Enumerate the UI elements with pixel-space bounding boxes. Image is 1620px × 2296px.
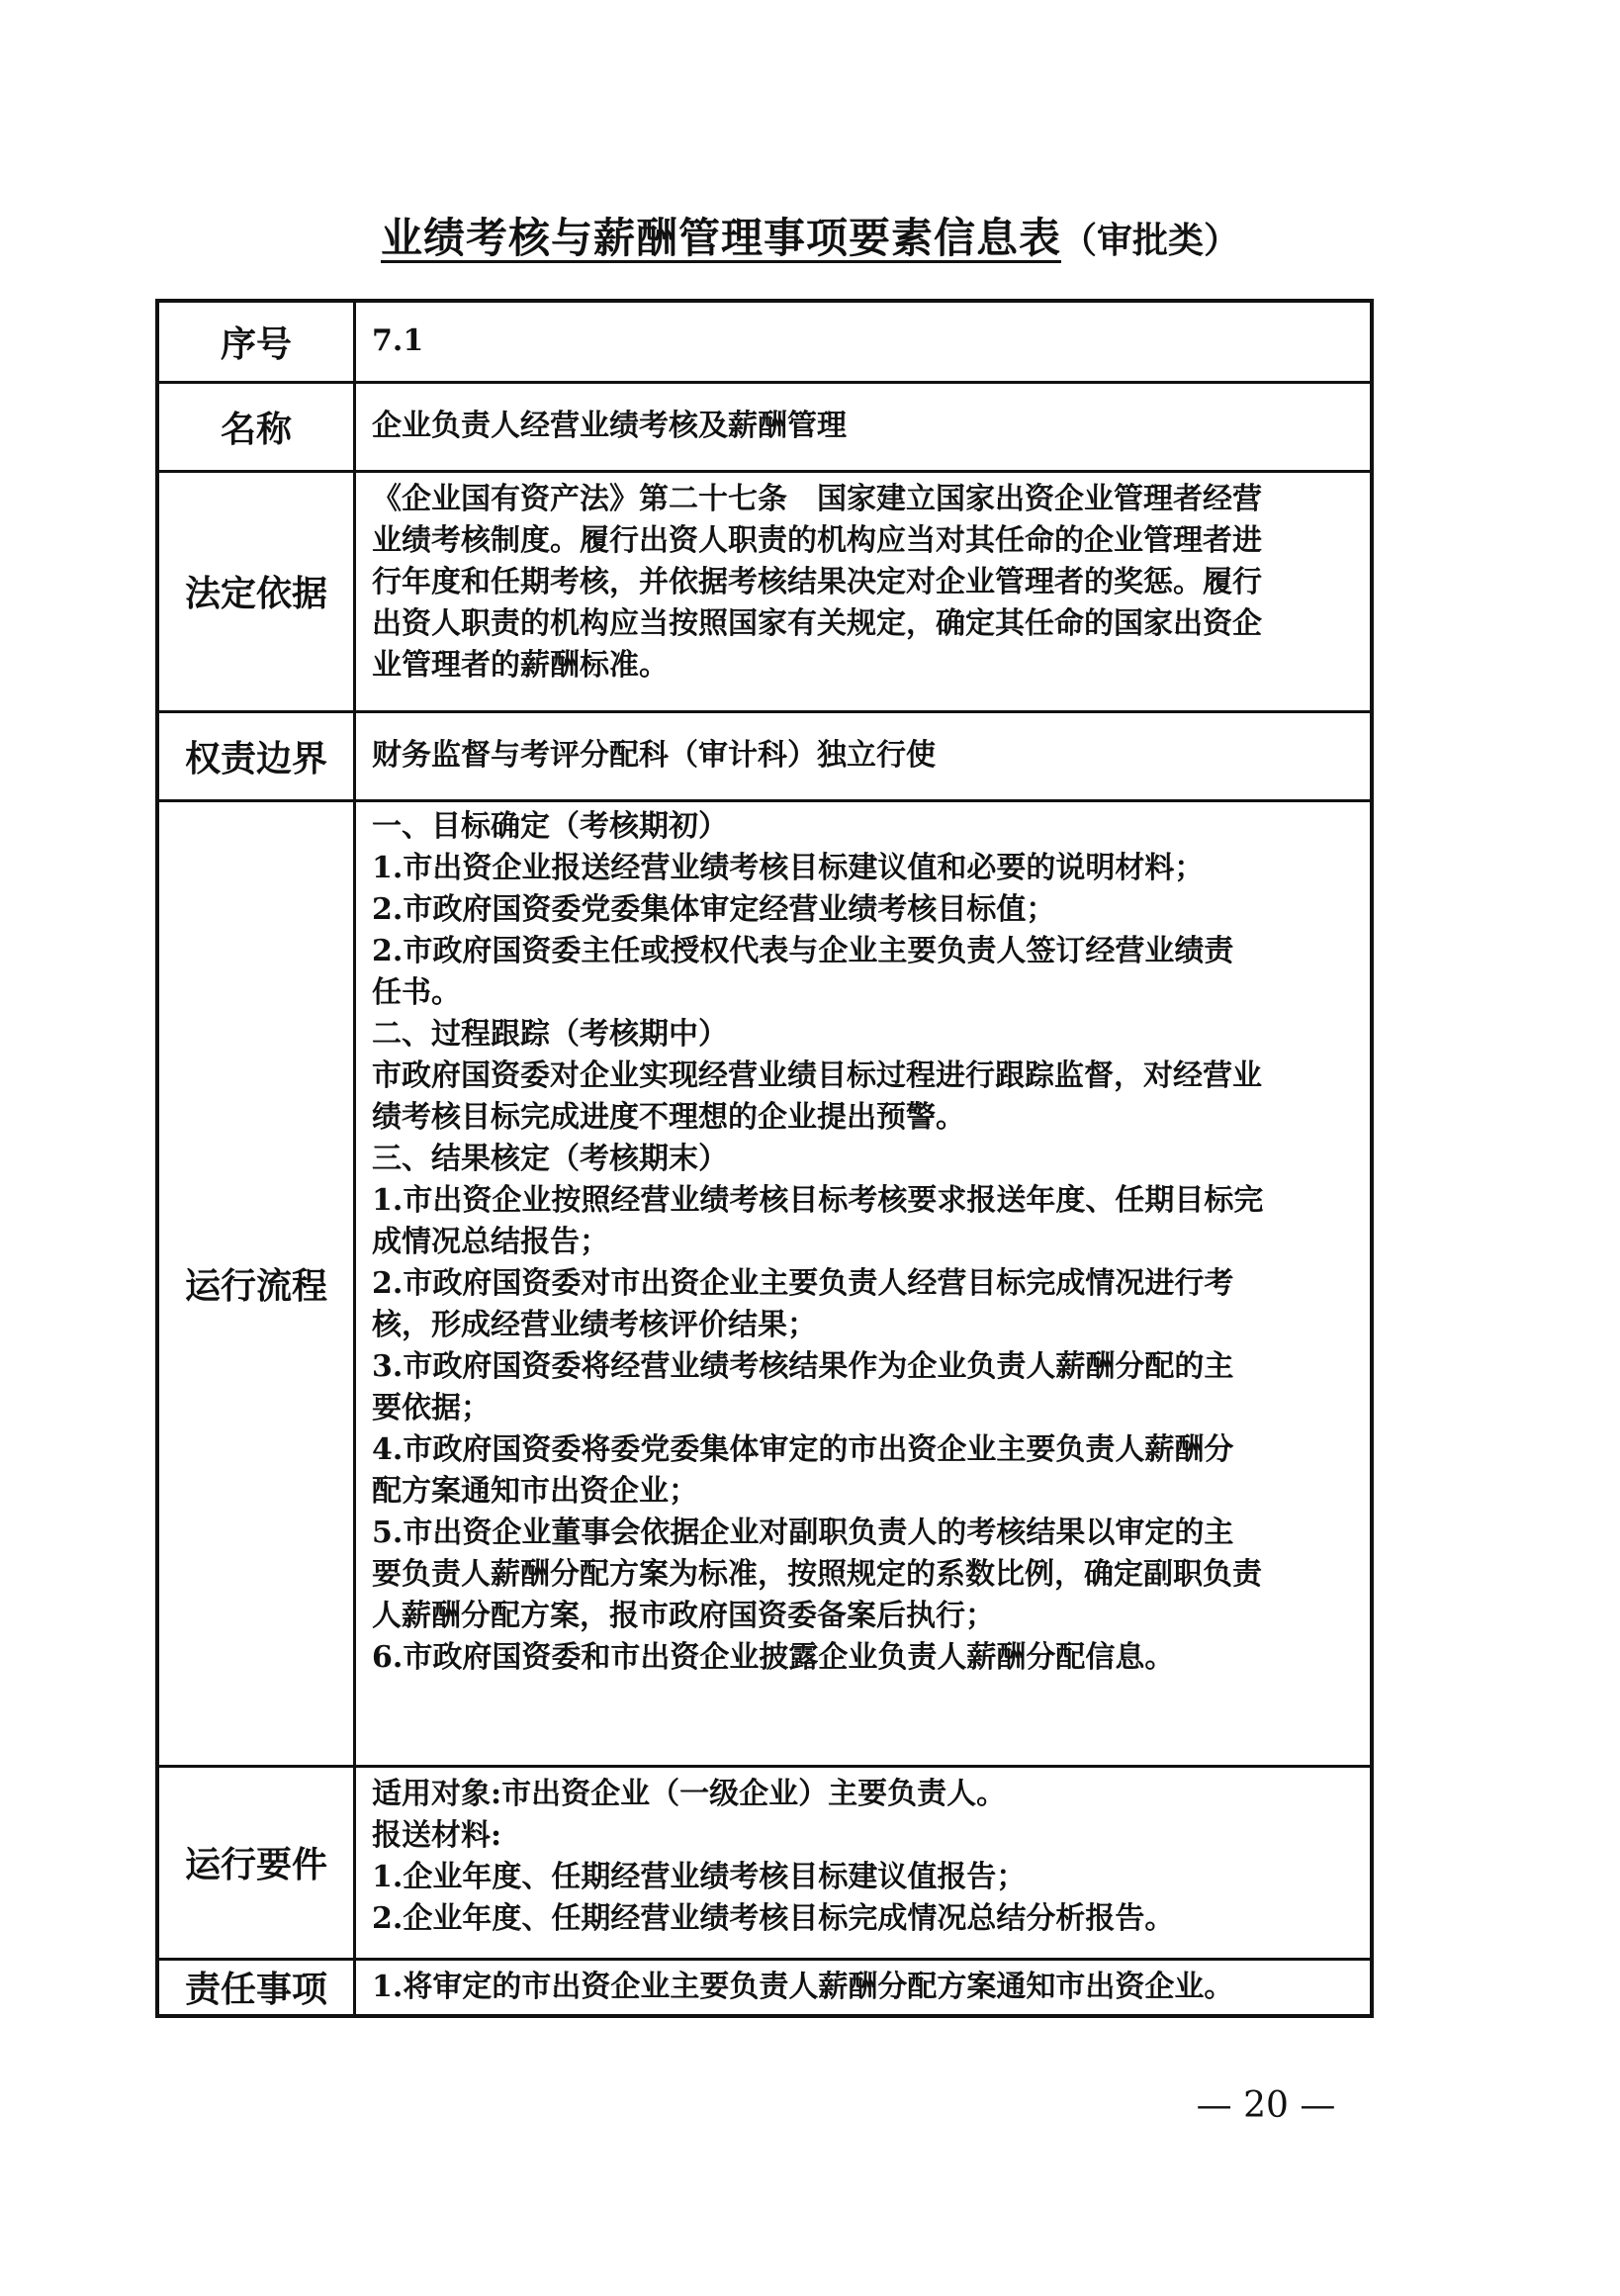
title-main: 业绩考核与薪酬管理事项要素信息表: [380, 214, 1061, 262]
process-line: 2.市政府国资委党委集体审定经营业绩考核目标值；: [372, 891, 1056, 927]
process-line: 2.市政府国资委主任或授权代表与企业主要负责人签订经营业绩责: [372, 933, 1234, 968]
basis-line: 业管理者的薪酬标准。: [372, 647, 669, 683]
basis-line: 《企业国有资产法》第二十七条 国家建立国家出资企业管理者经营: [372, 481, 1262, 516]
basis-line: 行年度和任期考核，并依据考核结果决定对企业管理者的奖惩。履行: [372, 564, 1262, 599]
process-line: 要依据；: [372, 1390, 491, 1425]
value-name: 企业负责人经营业绩考核及薪酬管理: [355, 382, 1373, 471]
label-basis: 法定依据: [157, 471, 355, 711]
row-boundary: [157, 711, 1372, 800]
requirements-line: 2.企业年度、任期经营业绩考核目标完成情况总结分析报告。: [372, 1900, 1175, 1936]
row-requirements: [157, 1766, 1372, 1959]
process-line: 绩考核目标完成进度不理想的企业提出预警。: [372, 1099, 965, 1135]
requirements-line: 报送材料:: [372, 1817, 502, 1853]
label-requirements: 运行要件: [157, 1766, 355, 1959]
process-line: 1.市出资企业报送经营业绩考核目标建议值和必要的说明材料；: [372, 850, 1205, 885]
value-process: [355, 800, 1373, 1766]
row-serial: [157, 301, 1372, 382]
process-line: 市政府国资委对企业实现经营业绩目标过程进行跟踪监督，对经营业: [372, 1057, 1262, 1093]
process-line: 人薪酬分配方案，报市政府国资委备案后执行；: [372, 1598, 995, 1633]
process-line: 任书。: [372, 974, 461, 1010]
label-serial: 序号: [157, 301, 355, 382]
label-name: 名称: [157, 382, 355, 471]
label-process: 运行流程: [157, 800, 355, 1766]
document-title: [0, 206, 1620, 265]
value-basis: [355, 471, 1373, 711]
basis-line: 业绩考核制度。履行出资人职责的机构应当对其任命的企业管理者进: [372, 522, 1262, 558]
process-line: 二、过程跟踪（考核期中）: [372, 1016, 728, 1052]
row-basis: [157, 471, 1372, 711]
row-process: [157, 800, 1372, 1766]
value-serial: 7.1: [355, 301, 1373, 382]
label-boundary: 权责边界: [157, 711, 355, 800]
process-line: 配方案通知市出资企业；: [372, 1473, 698, 1509]
process-line: 2.市政府国资委对市出资企业主要负责人经营目标完成情况进行考: [372, 1265, 1234, 1301]
value-requirements: [355, 1766, 1373, 1959]
process-line: 成情况总结报告；: [372, 1224, 609, 1259]
process-line: 5.市出资企业董事会依据企业对副职负责人的考核结果以审定的主: [372, 1515, 1234, 1550]
requirements-line: 适用对象:市出资企业（一级企业）主要负责人。: [372, 1776, 1007, 1811]
row-responsibility: [157, 1959, 1372, 2016]
process-line: 1.市出资企业按照经营业绩考核目标考核要求报送年度、任期目标完: [372, 1182, 1264, 1218]
label-responsibility: 责任事项: [157, 1959, 355, 2016]
process-line: 要负责人薪酬分配方案为标准，按照规定的系数比例，确定副职负责: [372, 1556, 1262, 1592]
value-responsibility: 1.将审定的市出资企业主要负责人薪酬分配方案通知市出资企业。: [355, 1959, 1373, 2016]
basis-line: 出资人职责的机构应当按照国家有关规定，确定其任命的国家出资企: [372, 605, 1262, 641]
process-line: 核，形成经营业绩考核评价结果；: [372, 1307, 817, 1342]
process-line: 一、目标确定（考核期初）: [372, 808, 728, 844]
title-sub: （审批类）: [1061, 220, 1240, 261]
page-number: — 20 —: [1196, 2085, 1336, 2126]
process-line: 三、结果核定（考核期末）: [372, 1141, 728, 1176]
value-boundary: 财务监督与考评分配科（审计科）独立行使: [355, 711, 1373, 800]
requirements-line: 1.企业年度、任期经营业绩考核目标建议值报告；: [372, 1859, 1027, 1894]
info-table: [155, 299, 1374, 2018]
process-line: 6.市政府国资委和市出资企业披露企业负责人薪酬分配信息。: [372, 1639, 1175, 1675]
process-line: 4.市政府国资委将委党委集体审定的市出资企业主要负责人薪酬分: [372, 1431, 1234, 1467]
row-name: [157, 382, 1372, 471]
process-line: 3.市政府国资委将经营业绩考核结果作为企业负责人薪酬分配的主: [372, 1348, 1234, 1384]
